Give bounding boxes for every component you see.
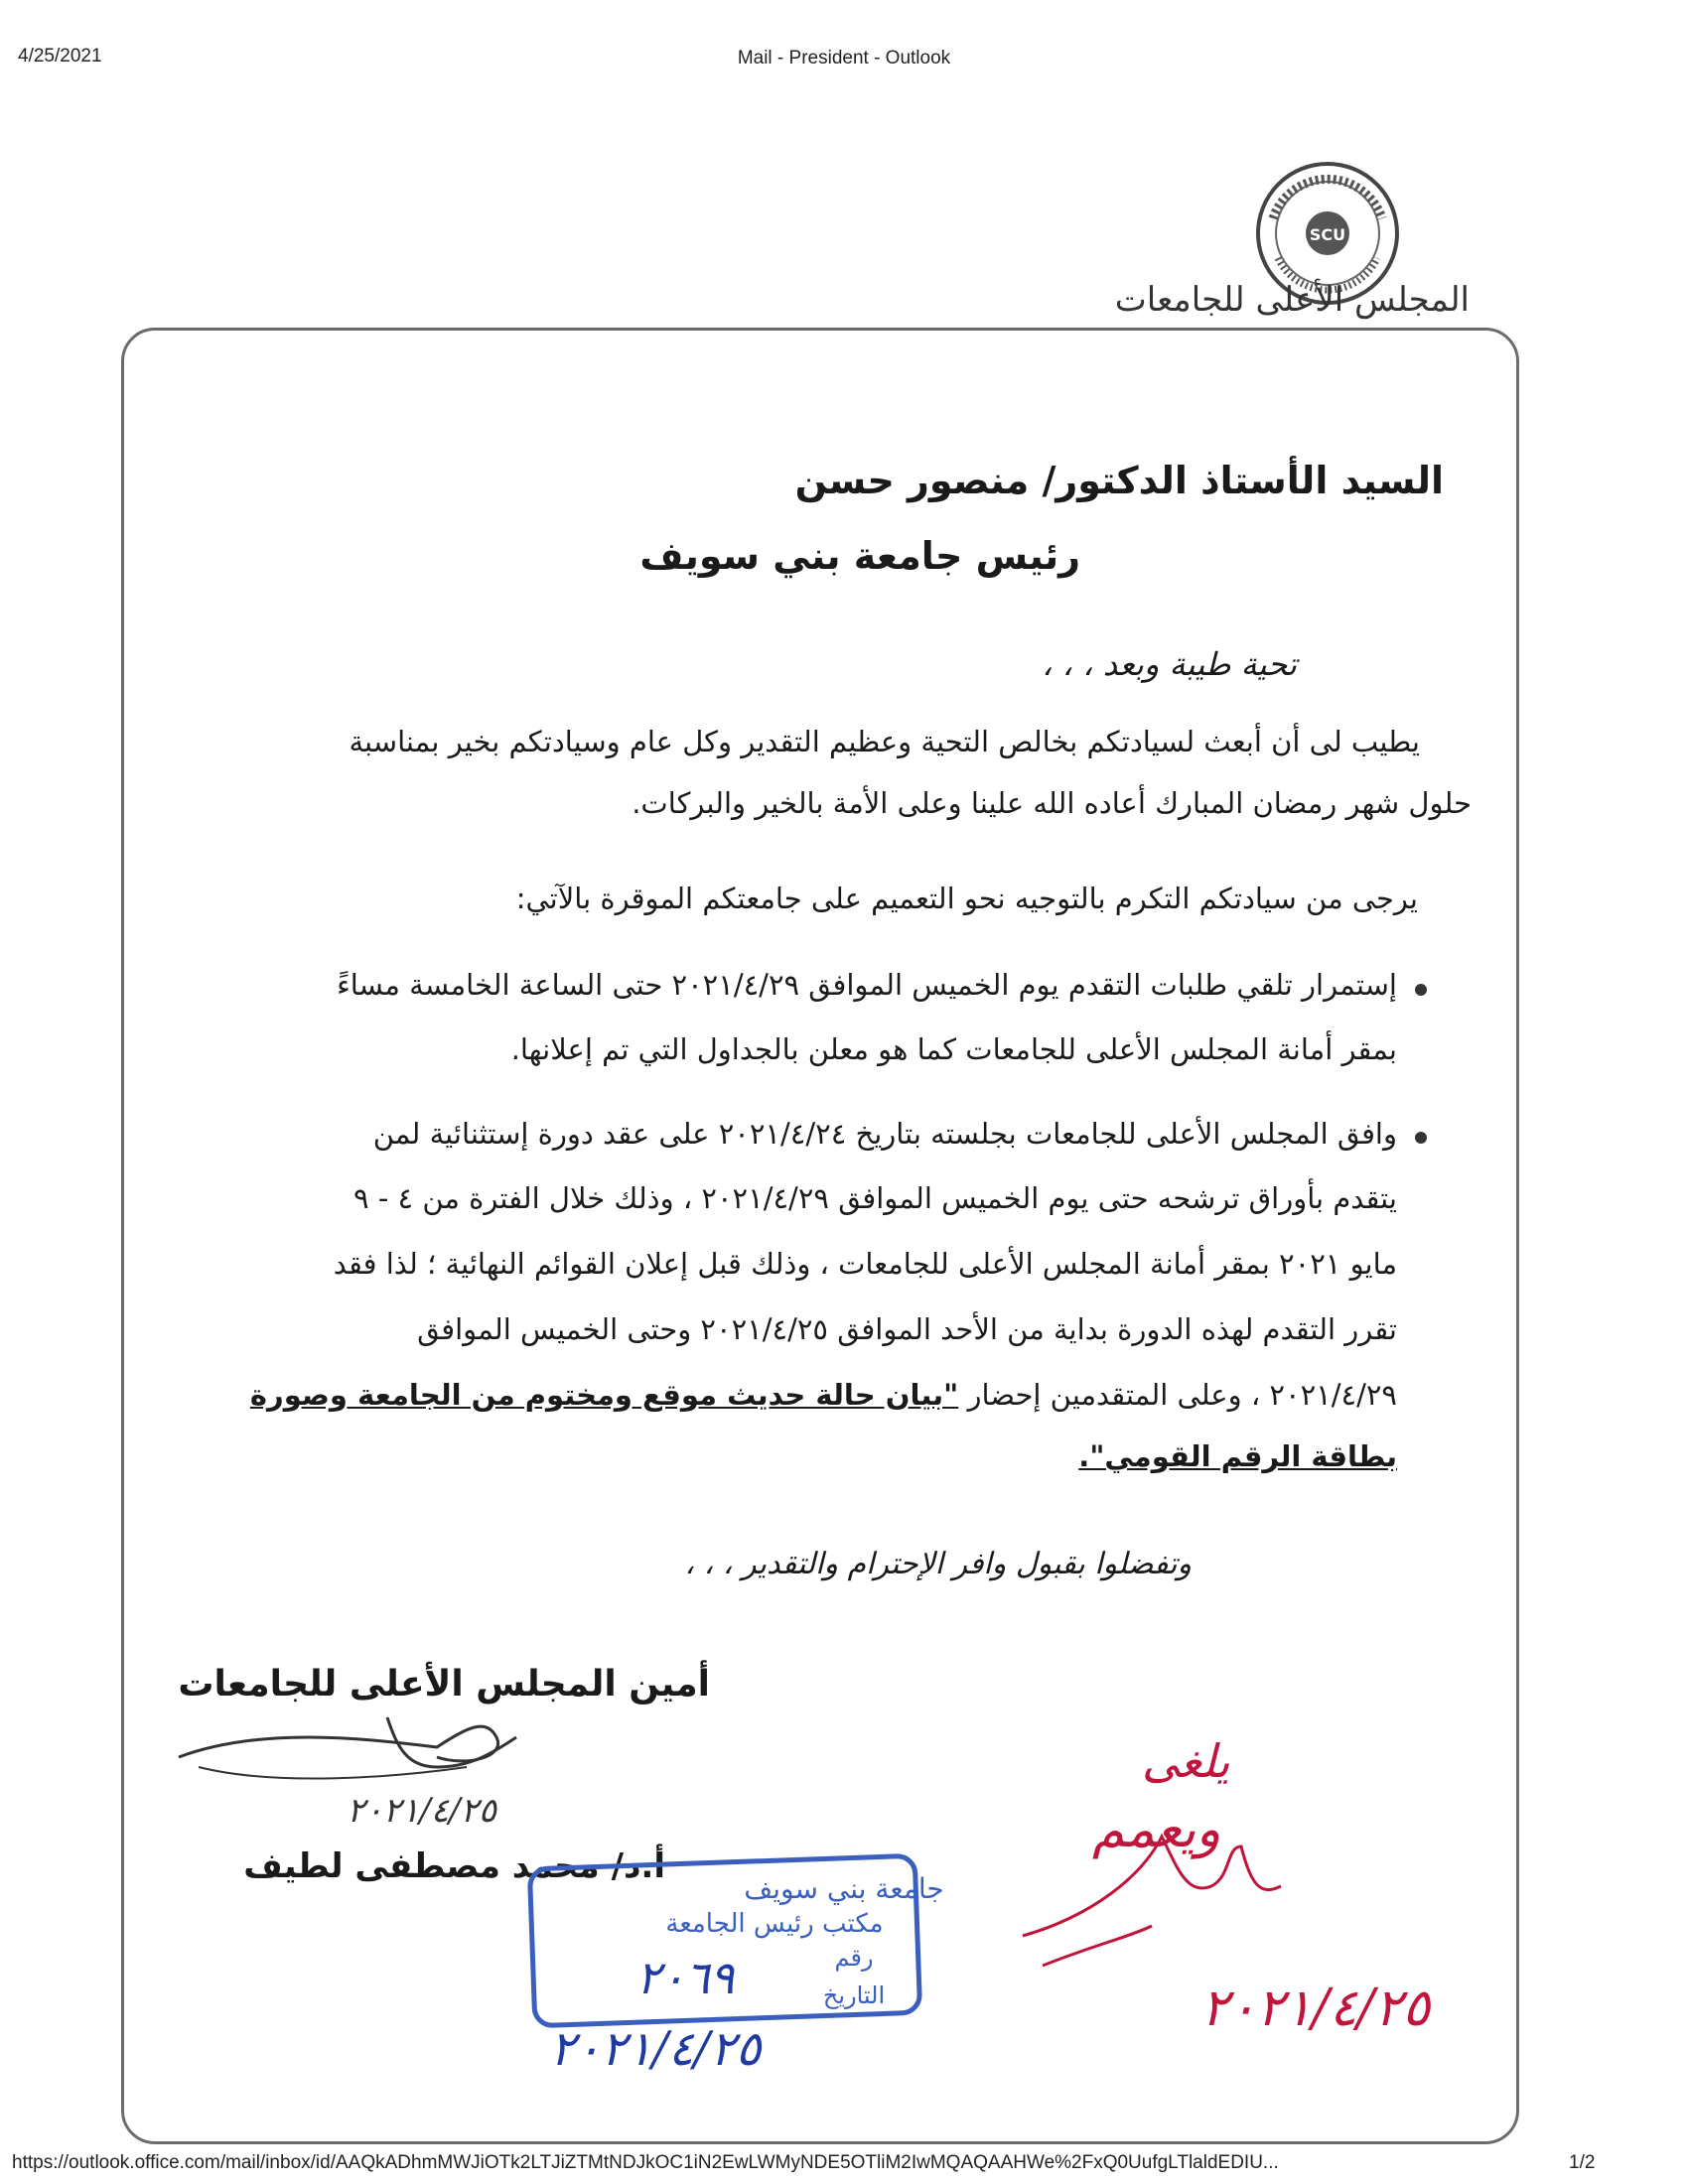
council-name: المجلس الأعلى للجامعات [1114, 280, 1470, 320]
addressee-name: السيد الأستاذ الدكتور/ منصور حسن [794, 459, 1444, 502]
bullet2-line3: مايو ٢٠٢١ بمقر أمانة المجلس الأعلى للجامعات ، وذلك قبل إعلان القوائم النهائية ؛ لذا فقد [333, 1247, 1397, 1281]
bullet2-line5-underlined: "بيان حالة حديث موقع ومختوم من الجامعة وصورة [249, 1378, 959, 1412]
paragraph2: يرجى من سيادتكم التكرم بالتوجيه نحو التعميم على جامعتكم الموقرة بالآتي: [515, 882, 1418, 915]
closing-line: وتفضلوا بقبول وافر الإحترام والتقدير ، ، ، [684, 1547, 1192, 1581]
handwritten-signature [139, 1698, 556, 1846]
signature-date: ٢٠٢١/٤/٢٥ [347, 1791, 496, 1831]
bullet2-line1: وافق المجلس الأعلى للجامعات بجلسته بتاريخ ٢٠٢١/٤/٢٤ على عقد دورة إستثنائية لمن [372, 1117, 1397, 1151]
paragraph1-line2: حلول شهر رمضان المبارك أعاده الله علينا وعلى الأمة بالخير والبركات. [632, 786, 1472, 820]
print-url: https://outlook.office.com/mail/inbox/id/AAQkADhmMWJiOTk2LTJiZTMtNDJkOC1iN2EwLWMyNDE5OTliM2IwMQAQAAHWe%2FxQ0UufgLTlaldEDIU... [12, 2152, 1279, 2173]
seal-initials: SCU [1309, 225, 1346, 244]
bullet-dot [1415, 984, 1427, 996]
signatory-title: أمين المجلس الأعلى للجامعات [178, 1664, 710, 1705]
bullet1-line2: بمقر أمانة المجلس الأعلى للجامعات كما هو معلن بالجداول التي تم إعلانها. [510, 1032, 1397, 1066]
signatory-name: أ.د/ محمد مصطفى لطيف [243, 1846, 665, 1886]
bullet2-line6: بطاقة الرقم القومي". [1078, 1439, 1397, 1473]
print-page-title: Mail - President - Outlook [737, 48, 951, 68]
print-date: 4/25/2021 [18, 46, 102, 67]
annotation-line1: يلغى [1142, 1734, 1230, 1788]
stamp-date-text: ٢٠٢١/٤/٢٥ [549, 2021, 762, 2077]
bullet2-line5 [250, 1378, 1397, 1412]
stamp-date [506, 2005, 804, 2095]
bullet2-line2: يتقدم بأوراق ترشحه حتى يوم الخميس الموافق ٢٠٢١/٤/٢٩ ، وذلك خلال الفترة من ٤ - ٩ [353, 1181, 1397, 1215]
bullet2-line5-text: ٢٠٢١/٤/٢٩ ، وعلى المتقدمين إحضار [967, 1378, 1397, 1412]
stamp-line2: مكتب رئيس الجامعة [665, 1909, 884, 1939]
stamp-line3: رقم [834, 1944, 874, 1972]
greeting: تحية طيبة وبعد ، ، ، [1042, 645, 1297, 683]
office-stamp [526, 1856, 944, 2025]
bullet2-line4: تقرر التقدم لهذه الدورة بداية من الأحد الموافق ٢٠٢١/٤/٢٥ وحتى الخميس الموافق [417, 1312, 1397, 1346]
addressee-title: رئيس جامعة بني سويف [639, 534, 1080, 578]
stamp-line1: جامعة بني سويف [744, 1872, 944, 1905]
paragraph1-line1: يطيب لى أن أبعث لسيادتكم بخالص التحية وعظيم التقدير وكل عام وسيادتكم بخير بمناسبة [349, 725, 1420, 758]
bullet1-line1: إستمرار تلقي طلبات التقدم يوم الخميس الموافق ٢٠٢١/٤/٢٩ حتى الساعة الخامسة مساءً [337, 968, 1397, 1002]
print-page-number: 1/2 [1569, 2152, 1596, 2173]
stamp-number: ٢٠٦٩ [635, 1951, 735, 2004]
annotation-date: ٢٠٢١/٤/٢٥ [1200, 1979, 1430, 2038]
stamp-line4: التاريخ [822, 1981, 886, 2009]
bullet-dot [1415, 1132, 1427, 1144]
red-handwritten-annotation [1013, 1688, 1450, 2065]
annotation-line2: ويعمم [1092, 1800, 1221, 1859]
